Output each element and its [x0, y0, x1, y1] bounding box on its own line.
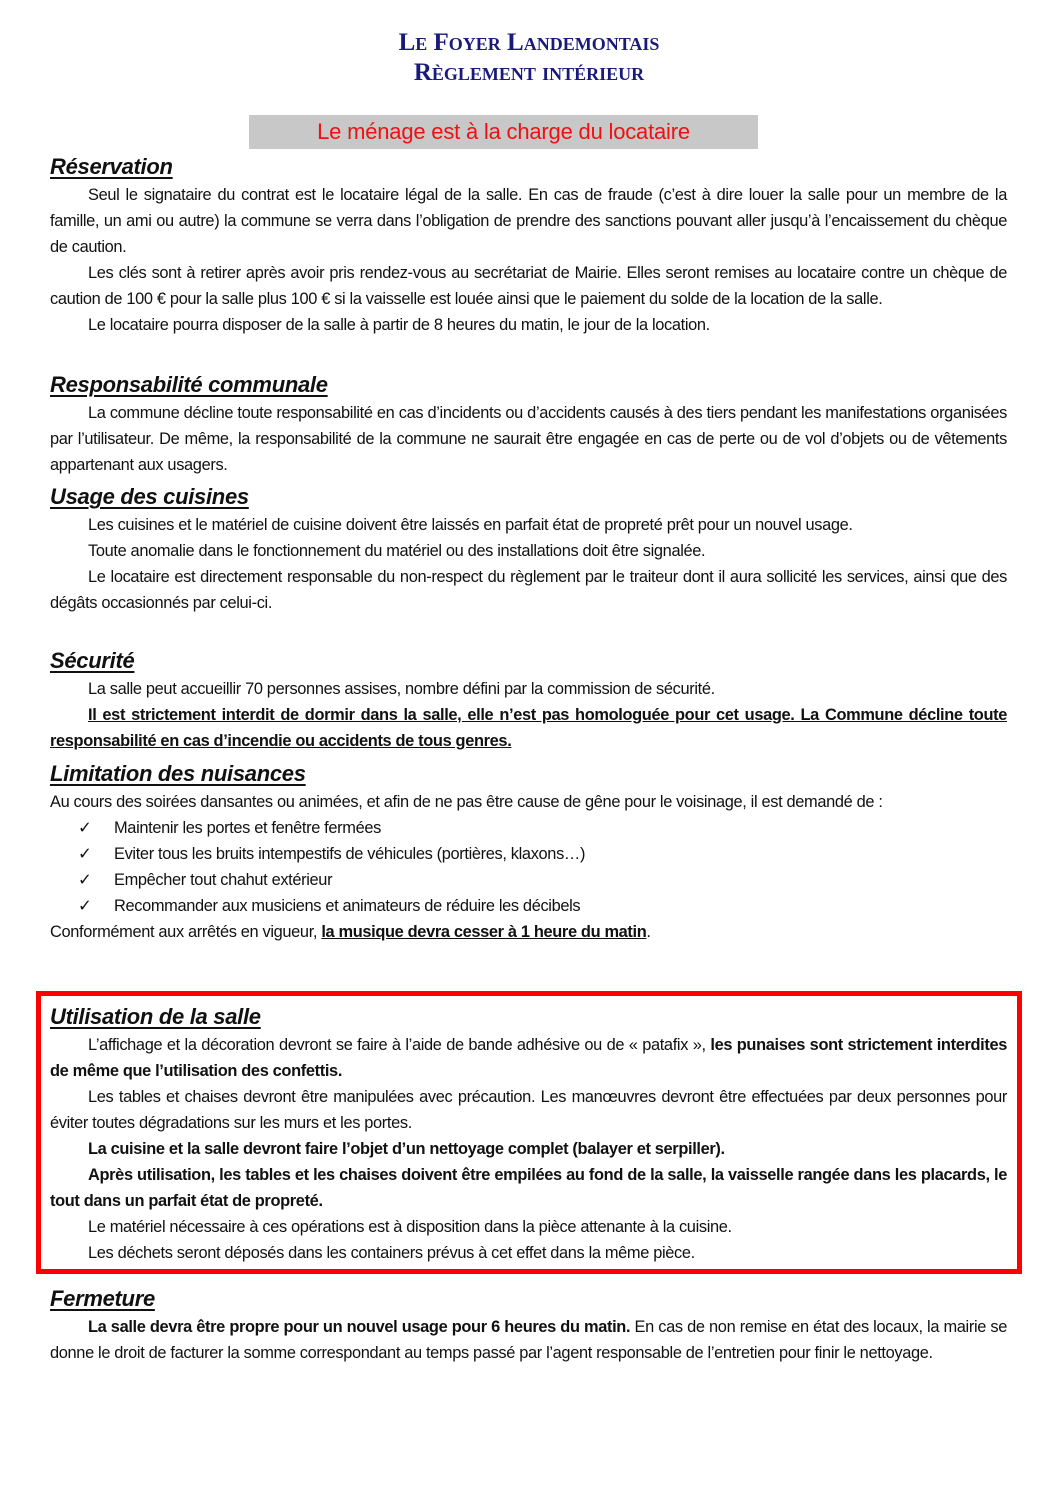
checkmark-icon: ✓ [78, 845, 92, 863]
securite-warning: Il est strictement interdit de dormir dans la salle, elle n’est pas homologuée pour cet usage. La Commune décline toute responsabilité en cas d’incendie ou accidents de tous genres. [50, 706, 1007, 750]
heading-utilisation: Utilisation de la salle [50, 1004, 261, 1029]
heading-reservation: Réservation [50, 154, 173, 179]
reservation-paragraph: Le locataire pourra disposer de la salle à partir de 8 heures du matin, le jour de la location. [88, 316, 710, 334]
utilisation-paragraph: L’affichage et la décoration devront se faire à l’aide de bande adhésive ou de « patafix », les punaises sont strictement interdites de même que l’utilisation des confettis. [50, 1036, 1007, 1080]
reservation-paragraph: Seul le signataire du contrat est le locataire légal de la salle. En cas de fraude (c’est à dire louer la salle pour un membre de la famille, un ami ou autre) la commune se verra dans l’obligation de prendre des sanctions pouvant aller jusqu’à l’encaissement du chèque de caution. [50, 186, 1007, 256]
utilisation-paragraph: La cuisine et la salle devront faire l’objet d’un nettoyage complet (balayer et serpiller). [88, 1140, 725, 1158]
checklist-item: ✓ Recommander aux musiciens et animateurs de réduire les décibels [78, 893, 1007, 919]
section-responsabilite [50, 370, 1007, 478]
heading-nuisances: Limitation des nuisances [50, 761, 306, 786]
cleaning-notice-banner: Le ménage est à la charge du locataire [249, 115, 758, 149]
checklist-item: ✓ Empêcher tout chahut extérieur [78, 867, 1007, 893]
document-subtitle: Règlement intérieur [413, 59, 645, 86]
section-utilisation [50, 1002, 1007, 1266]
nuisances-outro: Conformément aux arrêtés en vigueur, la musique devra cesser à 1 heure du matin. [50, 923, 651, 941]
checkmark-icon: ✓ [78, 897, 92, 915]
section-nuisances [50, 759, 1007, 945]
heading-responsabilite: Responsabilité communale [50, 372, 328, 397]
heading-securite: Sécurité [50, 648, 135, 673]
checkmark-icon: ✓ [78, 871, 92, 889]
section-fermeture [50, 1284, 1007, 1366]
securite-paragraph: La salle peut accueillir 70 personnes assises, nombre défini par la commission de sécurité. [88, 680, 715, 698]
cuisines-paragraph: Le locataire est directement responsable du non-respect du règlement par le traiteur dont il aura sollicité les services, ainsi que des dégâts occasionnés par celui-ci. [50, 568, 1007, 612]
checklist-item: ✓ Eviter tous les bruits intempestifs de véhicules (portières, klaxons…) [78, 841, 1007, 867]
utilisation-paragraph: Le matériel nécessaire à ces opérations est à disposition dans la pièce attenante à la cuisine. [88, 1218, 732, 1236]
section-cuisines [50, 482, 1007, 616]
section-reservation [50, 152, 1007, 338]
nuisances-intro: Au cours des soirées dansantes ou animées, et afin de ne pas être cause de gêne pour le voisinage, il est demandé de : [50, 793, 883, 811]
responsabilite-paragraph: La commune décline toute responsabilité en cas d’incidents ou d’accidents causés à des tiers pendant les manifestations organisées par l’utilisateur. De même, la responsabilité de la commune ne saurait être engagée en cas de perte ou de vol d’objets ou de vêtements appartenant aux usagers. [50, 404, 1007, 474]
reservation-paragraph: Les clés sont à retirer après avoir pris rendez-vous au secrétariat de Mairie. Elles seront remises au locataire contre un chèque de caution de 100 € pour la salle plus 100 € si la vaisselle est louée ainsi que le paiement du solde de la location de la salle. [50, 264, 1007, 308]
utilisation-paragraph: Après utilisation, les tables et les chaises doivent être empilées au fond de la salle, la vaisselle rangée dans les placards, le tout dans un parfait état de propreté. [50, 1166, 1007, 1210]
cuisines-paragraph: Les cuisines et le matériel de cuisine doivent être laissés en parfait état de propreté prêt pour un nouvel usage. [88, 516, 853, 534]
fermeture-paragraph: La salle devra être propre pour un nouvel usage pour 6 heures du matin. En cas de non remise en état des locaux, la mairie se donne le droit de facturer la somme correspondant au temps passé par l’agent responsable de l’entretien pour finir le nettoyage. [50, 1318, 1007, 1362]
utilisation-paragraph: Les déchets seront déposés dans les containers prévus à cet effet dans la même pièce. [88, 1244, 695, 1262]
heading-fermeture: Fermeture [50, 1286, 155, 1311]
utilisation-paragraph: Les tables et chaises devront être manipulées avec précaution. Les manœuvres devront être effectuées par deux personnes pour éviter toutes dégradations sur les murs et les portes. [50, 1088, 1007, 1132]
music-curfew: la musique devra cesser à 1 heure du matin [321, 923, 647, 941]
highlighted-box-utilisation [36, 991, 1022, 1274]
section-securite [50, 646, 1007, 754]
checklist-item: ✓ Maintenir les portes et fenêtre fermées [78, 815, 1007, 841]
document-title: Le Foyer Landemontais [398, 29, 660, 56]
heading-cuisines: Usage des cuisines [50, 484, 249, 509]
nuisances-checklist [50, 815, 1007, 919]
checkmark-icon: ✓ [78, 819, 92, 837]
cuisines-paragraph: Toute anomalie dans le fonctionnement du matériel ou des installations doit être signalée. [88, 542, 706, 560]
